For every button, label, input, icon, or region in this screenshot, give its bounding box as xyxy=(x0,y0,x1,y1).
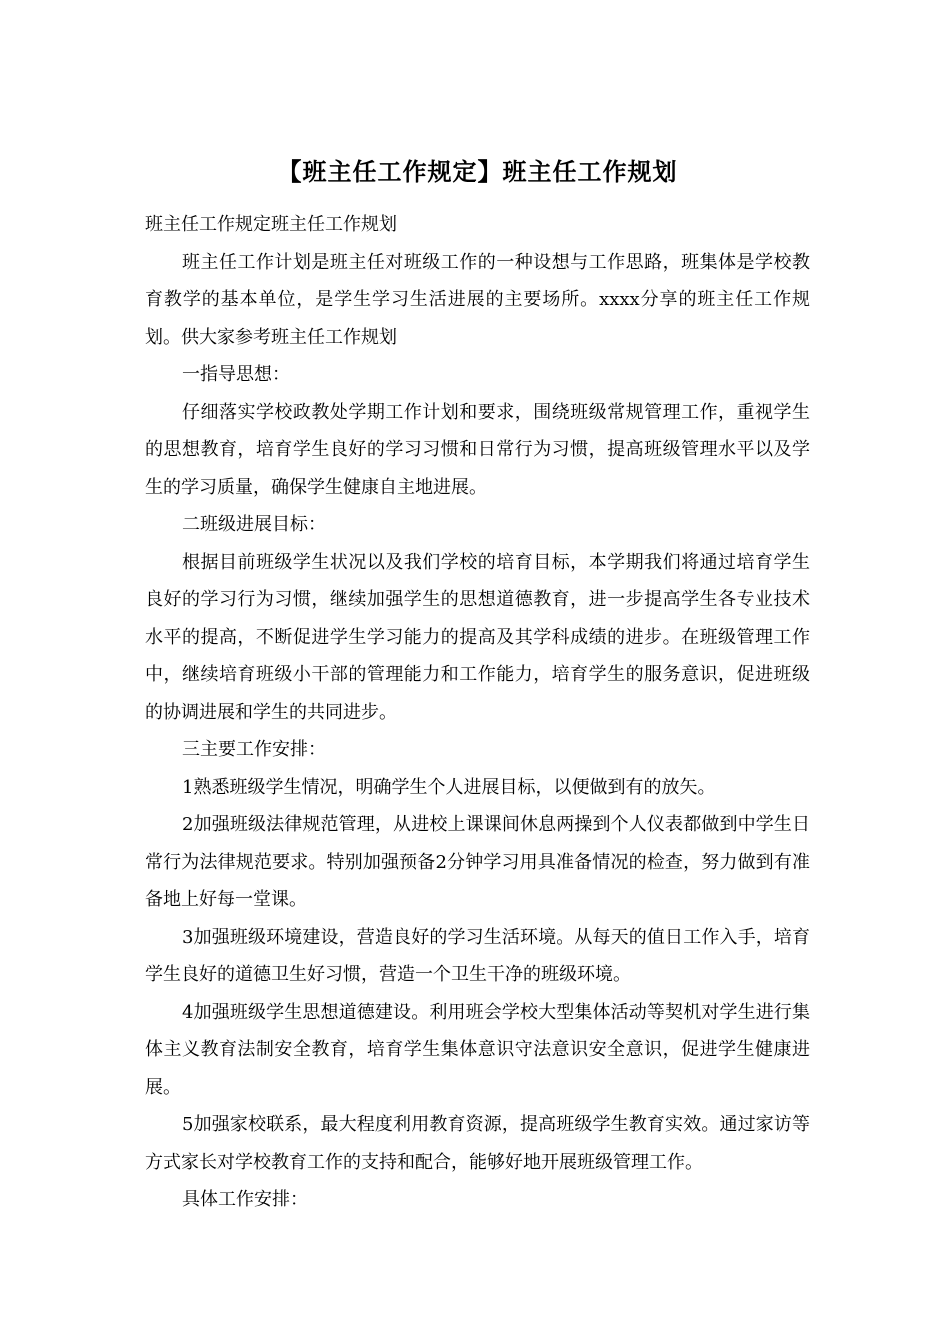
document-page xyxy=(145,150,810,1219)
section-heading-specific-work: 具体工作安排： xyxy=(182,1189,308,1210)
list-item-2: 2加强班级法律规范管理，从进校上课课间休息两操到个人仪表都做到中学生日常行为法律规范要求。特别加强预备2分钟学习用具准备情况的检查，努力做到有准备地上好每一堂课。 xyxy=(145,814,810,910)
paragraph-intro-heading: 班主任工作规定班主任工作规划 xyxy=(145,214,397,235)
paragraph-class-goals: 根据目前班级学生状况以及我们学校的培育目标，本学期我们将通过培育学生良好的学习行为习惯，继续加强学生的思想道德教育，进一步提高学生各专业技术水平的提高，不断促进学生学习能力的提高及其学科成绩的进步。在班级管理工作中，继续培育班级小干部的管理能力和工作能力，培育学生的服务意识，促进班级的协调进展和学生的共同进步。 xyxy=(145,551,810,723)
list-item-1: 1熟悉班级学生情况，明确学生个人进展目标，以便做到有的放矢。 xyxy=(182,776,716,798)
paragraph-guiding-ideology: 仔细落实学校政教处学期工作计划和要求，围绕班级常规管理工作，重视学生的思想教育，培育学生良好的学习习惯和日常行为习惯，提高班级管理水平以及学生的学习质量，确保学生健康自主地进展。 xyxy=(145,401,810,498)
list-item-5: 5加强家校联系，最大程度利用教育资源，提高班级学生教育实效。通过家访等方式家长对学校教育工作的支持和配合，能够好地开展班级管理工作。 xyxy=(145,1114,810,1173)
document-body xyxy=(145,206,810,1219)
section-heading-main-work: 三主要工作安排： xyxy=(182,739,326,760)
section-heading-guiding-ideology: 一指导思想： xyxy=(182,364,290,385)
list-item-4: 4加强班级学生思想道德建设。利用班会学校大型集体活动等契机对学生进行集体主义教育法制安全教育，培育学生集体意识守法意识安全意识，促进学生健康进展。 xyxy=(145,1001,810,1098)
section-heading-class-goals: 二班级进展目标： xyxy=(182,514,326,535)
list-item-3: 3加强班级环境建设，营造良好的学习生活环境。从每天的值日工作入手，培育学生良好的道德卫生好习惯，营造一个卫生干净的班级环境。 xyxy=(145,926,810,985)
paragraph-intro: 班主任工作计划是班主任对班级工作的一种设想与工作思路，班集体是学校教育教学的基本单位，是学生学习生活进展的主要场所。xxxx分享的班主任工作规划。供大家参考班主任工作规划 xyxy=(145,251,810,348)
document-title: 【班主任工作规定】班主任工作规划 xyxy=(277,157,678,186)
